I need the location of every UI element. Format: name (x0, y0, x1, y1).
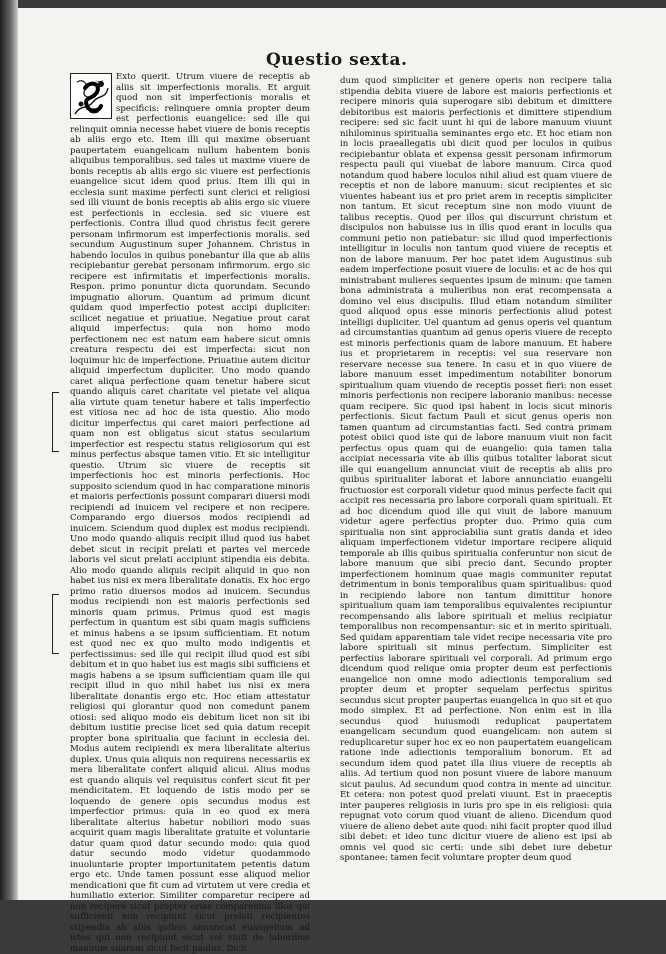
book-spine (0, 0, 18, 900)
margin-bracket (52, 392, 59, 452)
left-text-column (70, 72, 310, 954)
margin-bracket (52, 594, 59, 654)
left-column-text: Exto querit. Utrum viuere de receptis ab aliis sit imperfectionis moralis. Et arguit quod non sit imperfectionis moralis et specificis: relinquere omnia propter deum est perfectionis euangelice: sed ille qui relinquit omnia necesse habet viuere de bonis receptis ab aliis ergo etc. Item illi qui maxime obseruant paupertatem euangelicam nullum habentem bonis aliquibus temporalibus. sed tales ut maxime viuere de bonis receptis ab aliis ergo sic viuere est perfectionis euangelice sicut idem quod prius. Item illi qui in ecclesia sunt maxime perfecti sunt clerici et religiosi sed illi viuunt de bonis receptis ab aliis ergo sic viuere est perfectionis in ecclesia. sed sic viuere est perfectionis. Contra illud quod christus fecit gerere personam infirmorum est imperfectionis moralis. sed secundum Augustinum super Johannem. Christus in habendo loculos in quibus ponebantur illa que ab aliis recipiebantur gerebat personam infirmorum. ergo sic recipere est infirmitatis et imperfectionis moralis. Respon. primo ponuntur dicta quorundam. Secundo impugnatio aliorum. Quantum ad primum dicunt quidam quod imperfectio potest accipi dupliciter: scilicet negatiue et priuatiue. Negatiue prout carat aliquid imperfectus: quia non homo modo perfectionem nec est natum eam habere sicut omnis creatura respectu dei est imperfecta: sicut non loquimur hic de imperfectione. Priuatiue autem dicitur aliquid imperfectum dupliciter. Uno modo quando caret aliqua perfectione quam tenetur habere sicut quando aliquis caret charitate vel pietate vel aliqua alia virtute quam tenetur habere et talis imperfectio est vitiosa nec ad hoc de ista questio. Alio modo dicitur imperfectus qui caret maiori perfectione ad quam non est obligatus sicut status secularium imperfectior est respectu status religiosorum qui est minus perfectus absque tamen vitio. Et sic intelligitur questio. Utrum sic viuere de receptis sit imperfectionis hoc est minoris perfectionis. Hoc supposito sciendum quod in hac comparatione minoris et maioris perfectionis possunt comparari diuersi modi recipiendi ad inuicem vel recipere et non recipere. Comparando ergo diuersos modos recipiendi ad inuicem. Sciendum quod duplex est modus recipiendi. Uno modo quando aliquis recipit illud quod ius habet debet sicut in recipit prelati et partes vel mercede laboris vel sicut prelati accipiunt stipendia eis debita. Alio modo quando aliquis recipit aliquid in quo non habet ius nisi ex mera liberalitate donatis. Ex hoc ergo primo ratio diuersos modos ad inuicem. Secundus modus recipiendi non est maioris perfectionis sed minoris quam primus. Primus quod est magis perfectum in quantum est sibi quam magis sufficiens et minus habens a se ipsum sufficientiam. Et notum est quod nec ex quo multo modo indigentis et perfectissimus: sed ille qui recipit illud quod est sibi debitum et in quo habet ius est magis sibi sufficiens et magis habens a se ipsum sufficientiam quam ille qui recipit illud in quo nihil habet ius nisi ex mera liberalitate donantis ergo etc. Hoc etiam attestatur religiosi qui glorantur quod non comedunt panem otiosi: sed aliquo modo eis debitum licet non sit ibi debitum iustitie precise licet sed quia datum recepit propter bona spiritualia que faciunt in ecclesia dei. Modus autem recipiendi ex mera liberalitate alterius duplex. Unus quia aliquis non requirens necessariis ex mera liberalitate confert aliquid alicui. Alius modus est quando aliquis vel requisitus confert sicut fit per mendicitatem. Et loquendo de istis modo per se loquendo de genere opis secundus modus est imperfectior primus: quia in eo quod ex mera liberalitate alterius habetur nobiliori modo suas acquirit quam magis liberalitate gratuite et voluntarie datur quam quod datur secundo modo: quia quod datur secundo modo videtur quodammodo inuoluntarie propter importunitatem petentis datum ergo etc. Unde tamen possunt esse aliquod melior mendicationi que fit cum ad virtutem ut vere credia et humiliatio exterior. Similiter comparetur recipere ad non recipere sicut propter erias comparemus illos qui sufficienti non recipiunt sicut prelati recipientes stipendia ab aliis quibus annunciat euangelium ad istos qui non recipiunt sicut vel viuit de laboribus manuum suarum sicut fecit paulus. Dicit (70, 72, 310, 954)
decorated-initial-s-icon (70, 73, 112, 119)
right-column-text: dum quod simpliciter et genere operis non recipere talia stipendia debita viuere de labore est maioris perfectionis et recipere minoris quia superogare sibi debitum et dimittere debitoribus est maioris perfectionis et dimittere stipendium recipere: sed sic facit uunt hi qui de labore manuum viuunt nihilominus spiritualia seminantes ergo etc. Et hoc etiam non in locis praeallegatis ubi dicit quod per loculos in quibus recipiebantur oblata et expensa gessit personam infirmorum respectu pauli qui viuebat de labore manuum. Circa quod notandum quod habere loculos nihil aliud est quam viuere de receptis et non de labore manuum: sicut recipientes et sic viuentes habeant ius et pro priet arem in receptis simpliciter non tantum. Et sicut receptum sine non modo viuunt de talibus receptis. Quod per illos qui discurrunt christum et discipulos non habuisse ius in illis quod erant in loculis qua communi petio non patiebatur: sic illud quod imperfectionis intelligitur in loculis non tantum quod viuere de receptis et non de labore manuum. Per hoc patet idem Augustinus sub eadem imperfectione posuit viuere de loculis: et ac de hos qui ministrabant mulieres sequentes ipsum de minum: que tamen bona administrata a mulieribus non erat recompensata a domino vel eius discipulis. Illud etiam notandum similiter quod aliquod opus esse minoris perfectionis aliud potest intelligi dupliciter. Uel quantum ad genus operis vel quantum ad circumstantias quantum ad genus operis viuere de recepto est minoris perfectionis quam de labore manuum. Et habere ius et proprietarem in receptis: vel sua reservare non reservare necesse sua tenere. In casu et in quo viuere de labore manuum esset impedimentum notabiliter bonorum spiritualium quam viuendo de receptis posset fieri: non esset minoris perfectionis non recipere laboranio manibus: necesse quam recipere. Sic quod ipsi habent in locis sicut minoris perfectionis. Sicut factum Pauli et sicut genus operis non tamen quantum ad circumstantias facti. Sed contra primam potest obiici quod iste qui de labore manuum viuit non facit perfectus opus quam qui de euangelio: quia tamen talia accipiat necessaria vite ab illis quibus totaliter laborat sicut ille qui euangelium annunciat viuit de receptis ab aliis pro quibus spiritualiter laborat et labore annunciatio euangelii fructuosior est corporali videtur quod minus perfecte facit qui accipit res necessaria pro labore corporali quam spirituali. Et ad hoc dicendum quod ille qui viuit de labore manuum videtur agere perfectius propter duo. Primo quia cum spiritualia non sint approciabilia sunt gratis danda et ideo aliquam imperfectionem videtur importare recipere aliquid temporale ab illis quibus spiritualia conferuntur non sicut de labore manuum que sibi precio dant. Secundo propter imperfectionem hominum quae magis communiter reputat detrimentum in bonis temporalibus quam spiritualibus: quod in recipiendo labore non tantum dimittitur honore spiritualium quam iam temporalibus equivalentes recipiuntur recompensando alis labore spirituali et melius recipiatur temporalibus non recompensantur: sic et in merito spirituali. Sed quidam apparentiam tale videt recipe necessaria vite pro labore spirituali sit minus perfectum. Simpliciter est perfectius laborare spirituali vel corporali. Ad primum ergo dicendum quod relique omia propter deum est perfectionis euangelice non omne modo adiectionis temporalium sed propter deum et propter sequelam perfectus spiritus secundus sicut propter paupertas euangelica in quo sit et quo modo simplex. Et ad perfectione. Non enim est in illa secundus quod huiusmodi reduplicat paupertatem euangelicam secundum quod euangelicam: non autem si reduplicaretur super hoc ex eo non paupertatem euangelicam ratione inde adiectionis temporalium bonorum. Et ad secundum idem quod patet illa ilius viuere de receptis ab aliis. Ad tertium quod non posunt viuere de labore manuum sicut paulus. Ad secundum quod contra in mente ad uincitur. Et cetera: non potest quod prelati viuunt. Est in praeceptis inter pauperes religiosis in iuris pro spe in eis religiosi: quia repugnat voto corum quod viuant de alieno. Dicendum quod viuere de alieno debet aute quod: nihi facit propter quod illud sibi debet: et ideo tunc dicitur viuere de alieno est ipsi ab omnis vel quod sic certi: unde sibi debet iure debetur spontanee: tamen fecit voluntare propter deum quod (340, 76, 612, 863)
page-heading: Questio sexta. (266, 50, 408, 70)
right-text-column (340, 76, 612, 866)
